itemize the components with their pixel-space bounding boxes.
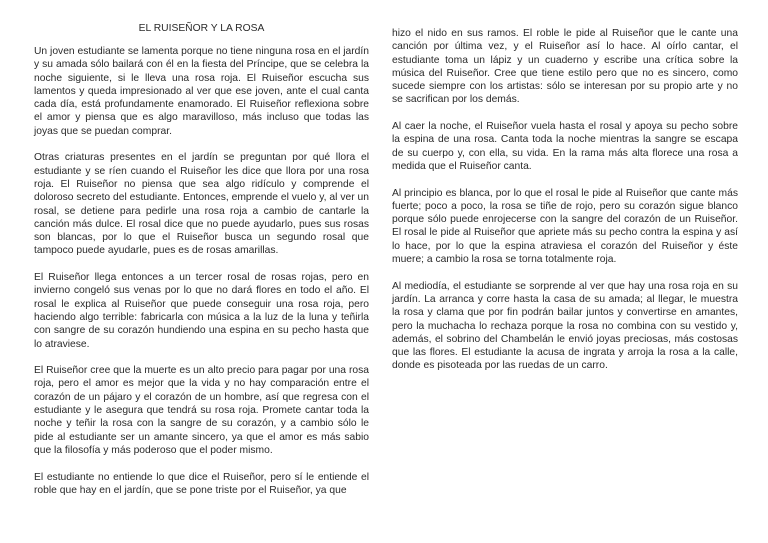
right-column (392, 27, 738, 386)
paragraph: El Ruiseñor llega entonces a un tercer rosal de rosas rojas, pero en invierno congeló sus venas por lo que no dará flores en todo el año. El rosal le explica al Ruiseñor que puede conseguir una rosa roja, pero haciendo algo terrible: fabricarla con música a la luz de la luna y teñirla con sangre de su corazón hundiendo una espina en su pecho hasta que lo atraviese. (34, 272, 369, 350)
left-column (34, 22, 369, 510)
document-title: EL RUISEÑOR Y LA ROSA (138, 23, 265, 34)
paragraph: Al caer la noche, el Ruiseñor vuela hasta el rosal y apoya su pecho sobre la espina de una rosa. Canta toda la noche mientras la sangre se escapa de su cuerpo y, con ella, su vida. En la rama más alta florece una rosa a medida que el Ruiseñor canta. (392, 121, 738, 172)
paragraph: Al mediodía, el estudiante se sorprende al ver que hay una rosa roja en su jardín. La arranca y corre hasta la casa de su amada; al llegar, le muestra la rosa y clama que por fin podrán bailar juntos y convertirse en amantes, pero la muchacha lo rechaza porque la rosa no combina con su vestido y, además, el sobrino del Chambelán le envió joyas preciosas, más costosas que las flores. El estudiante la acusa de ingrata y arroja la rosa a la calle, donde es pisoteada por las ruedas de un carro. (392, 280, 738, 372)
paragraph: El estudiante no entiende lo que dice el Ruiseñor, pero sí le entiende el roble que hay en el jardín, que se pone triste por el Ruiseñor, ya que (34, 471, 369, 496)
paragraph: hizo el nido en sus ramos. El roble le pide al Ruiseñor que le cante una canción por última vez, y el Ruiseñor así lo hace. Al oírlo cantar, el estudiante toma un lápiz y un cuaderno y escribe una crítica sobre la música del Ruiseñor. Cree que tiene estilo pero que no es sincero, como sucede siempre con los artistas: sólo se interesan por su propio arte y no se sacrifican por los demás. (392, 28, 738, 106)
paragraph: Al principio es blanca, por lo que el rosal le pide al Ruiseñor que cante más fuerte; poco a poco, la rosa se tiñe de rojo, pero su corazón sigue blanco porque sólo puede enrojecerse con la sangre del corazón de un Ruiseñor. El rosal le pide al Ruiseñor que apriete más su pecho contra la espina y así lo hace, por lo que la espina atraviesa el corazón del Ruiseñor y éste muere; a cambio la rosa se torna totalmente roja. (392, 187, 738, 266)
paragraph: El Ruiseñor cree que la muerte es un alto precio para pagar por una rosa roja, pero el amor es mejor que la vida y no hay comparación entre el corazón de un pájaro y el corazón de un hombre, así que regresa con el estudiante y le asegura que tendrá su rosa roja. Promete cantar toda la noche y teñir la rosa con la sangre de su corazón, y a cambio sólo le pide al estudiante ser un amante sincero, ya que el amor es más sabio que la filosofía y más poderoso que el poder mismo. (34, 365, 369, 456)
paragraph: Un joven estudiante se lamenta porque no tiene ninguna rosa en el jardín y su amada sólo bailará con él en la fiesta del Príncipe, que se celebra la noche siguiente, si le lleva una rosa roja. El Ruiseñor escucha sus lamentos y queda impresionado al ver que ese joven, ante el cual canta cada día, está profundamente enamorado. El Ruiseñor reflexiona sobre el amor y piensa que es algo maravilloso, más incluso que todas las joyas que se puedan comprar. (34, 46, 369, 137)
paragraph: Otras criaturas presentes en el jardín se preguntan por qué llora el estudiante y se ríen cuando el Ruiseñor les dice que llora por una rosa roja. El Ruiseñor no piensa que sea algo ridículo y comprende el doloroso secreto del estudiante. Entonces, emprende el vuelo y, al ver un rosal, se detiene para pedirle una rosa roja a cambio de cantarle la canción más dulce. El rosal dice que no puede ayudarlo, pues sus rosas son blancas, por lo que el Ruiseñor busca un segundo rosal que tampoco puede ayudarle, pues es de rosas amarillas. (34, 152, 369, 257)
